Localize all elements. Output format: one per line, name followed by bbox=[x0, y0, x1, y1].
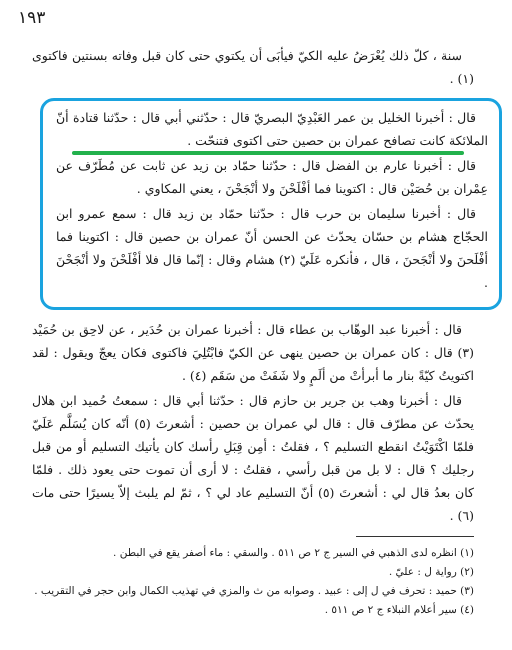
footnote-1: (١) انظره لدى الذهبي في السير ج ٢ ص ٥١١ . والسقي : ماء أصفر يقع في البطن . bbox=[113, 547, 474, 559]
footnote-3: (٣) حميد : تحرف في ل إلى : عبيد . وصوابه من ث والمزي في تهذيب الكمال وابن حجر في التقريب . bbox=[34, 585, 474, 597]
paragraph-2: قال : أخبرنا الخليل بن عمر العَبْدِيّ البصريّ قال : حدّثني أبي قال : حدّثنا قتادة أنّ الملائكة كانت تصافح عمران بن حصين حتى اكتوى فتنحّت . bbox=[56, 110, 488, 148]
text-block-top bbox=[32, 44, 474, 92]
blue-highlight-box bbox=[40, 98, 502, 310]
footnotes bbox=[32, 544, 474, 620]
footnote-2: (٢) رواية ل : عليّ . bbox=[388, 566, 474, 578]
green-underline-mark bbox=[72, 151, 464, 155]
paragraph-4: قال : أخبرنا سليمان بن حرب قال : حدّثنا حمّاد بن زيد قال : سمع عمرو ابن الحجّاج هشام بن حسّان يحدّث عن الحسن أنّ عمران بن حصين قال : اكتوينا فما أفْلَحنَ ولا أنْجَحنَ ، قال ، فأنكره عَلَيّ (٢) هشام وقال : إنّما قال فلا أفْلَحْنَ ولا أنْجَحْنَ . bbox=[56, 206, 488, 290]
paragraph-1: سنة ، كلّ ذلك يُعْرَضُ عليه الكيّ فيأبَى أن يكتوي حتى كان قبل وفاته بسنتين فاكتوى (١) . bbox=[32, 48, 474, 86]
page-number: ١٩٣ bbox=[18, 8, 46, 28]
paragraph-3: قال : أخبرنا عارم بن الفضل قال : حدّثنا حمّاد بن زيد عن ثابت عن مُطَرّف عن عِمْران بن حُصَيْن قال : اكتوينا فما أفْلَحْنَ ولا أنْجَحْنَ ، يعني المكاوي . bbox=[56, 158, 488, 196]
footnote-divider bbox=[356, 536, 474, 537]
footnote-4: (٤) سير أعلام النبلاء ج ٢ ص ٥١١ . bbox=[324, 604, 474, 616]
text-block-bottom bbox=[32, 318, 474, 529]
paragraph-6: قال : أخبرنا وهب بن جرير بن حازم قال : حدّثنا أبي قال : سمعتُ حُميد ابن هلال يحدّث عن مطرّف قال : قال لي عمران بن حصين : أشعرتَ (٥) أنّه كان يُسَلَّم عَلَيّ فلمّا اكْتَوَيْتُ انقطع التسليم ؟ ، فقلتُ : أمِن قِبَلِ رأسك كان يأتيك التسليم أو من قبل رجليك ؟ قال : لا بل من قبل رأسي ، فقلتُ : لا أرى أن تموت حتى يعود ذلك . فلمّا كان بعدُ قال لي : أشعرتَ (٥) أنّ التسليم عاد لي ؟ ، ثمّ لم يلبث إلاّ يسيرًا حتى مات (٦) . bbox=[32, 393, 474, 523]
paragraph-5: قال : أخبرنا عبد الوهّاب بن عطاء قال : أخبرنا عمران بن حُدَير ، عن لاحِق بن حُمَيْد (٣) قال : كان عمران بن حصين ينهى عن الكيّ فابْتُلِيَ فاكتوى فكان يعجّ ويقول : لقد اكتويتُ كيّةً بنار ما أبرأتْ من ألَمٍ ولا شَفَتْ من سَقَم (٤) . bbox=[32, 322, 474, 383]
